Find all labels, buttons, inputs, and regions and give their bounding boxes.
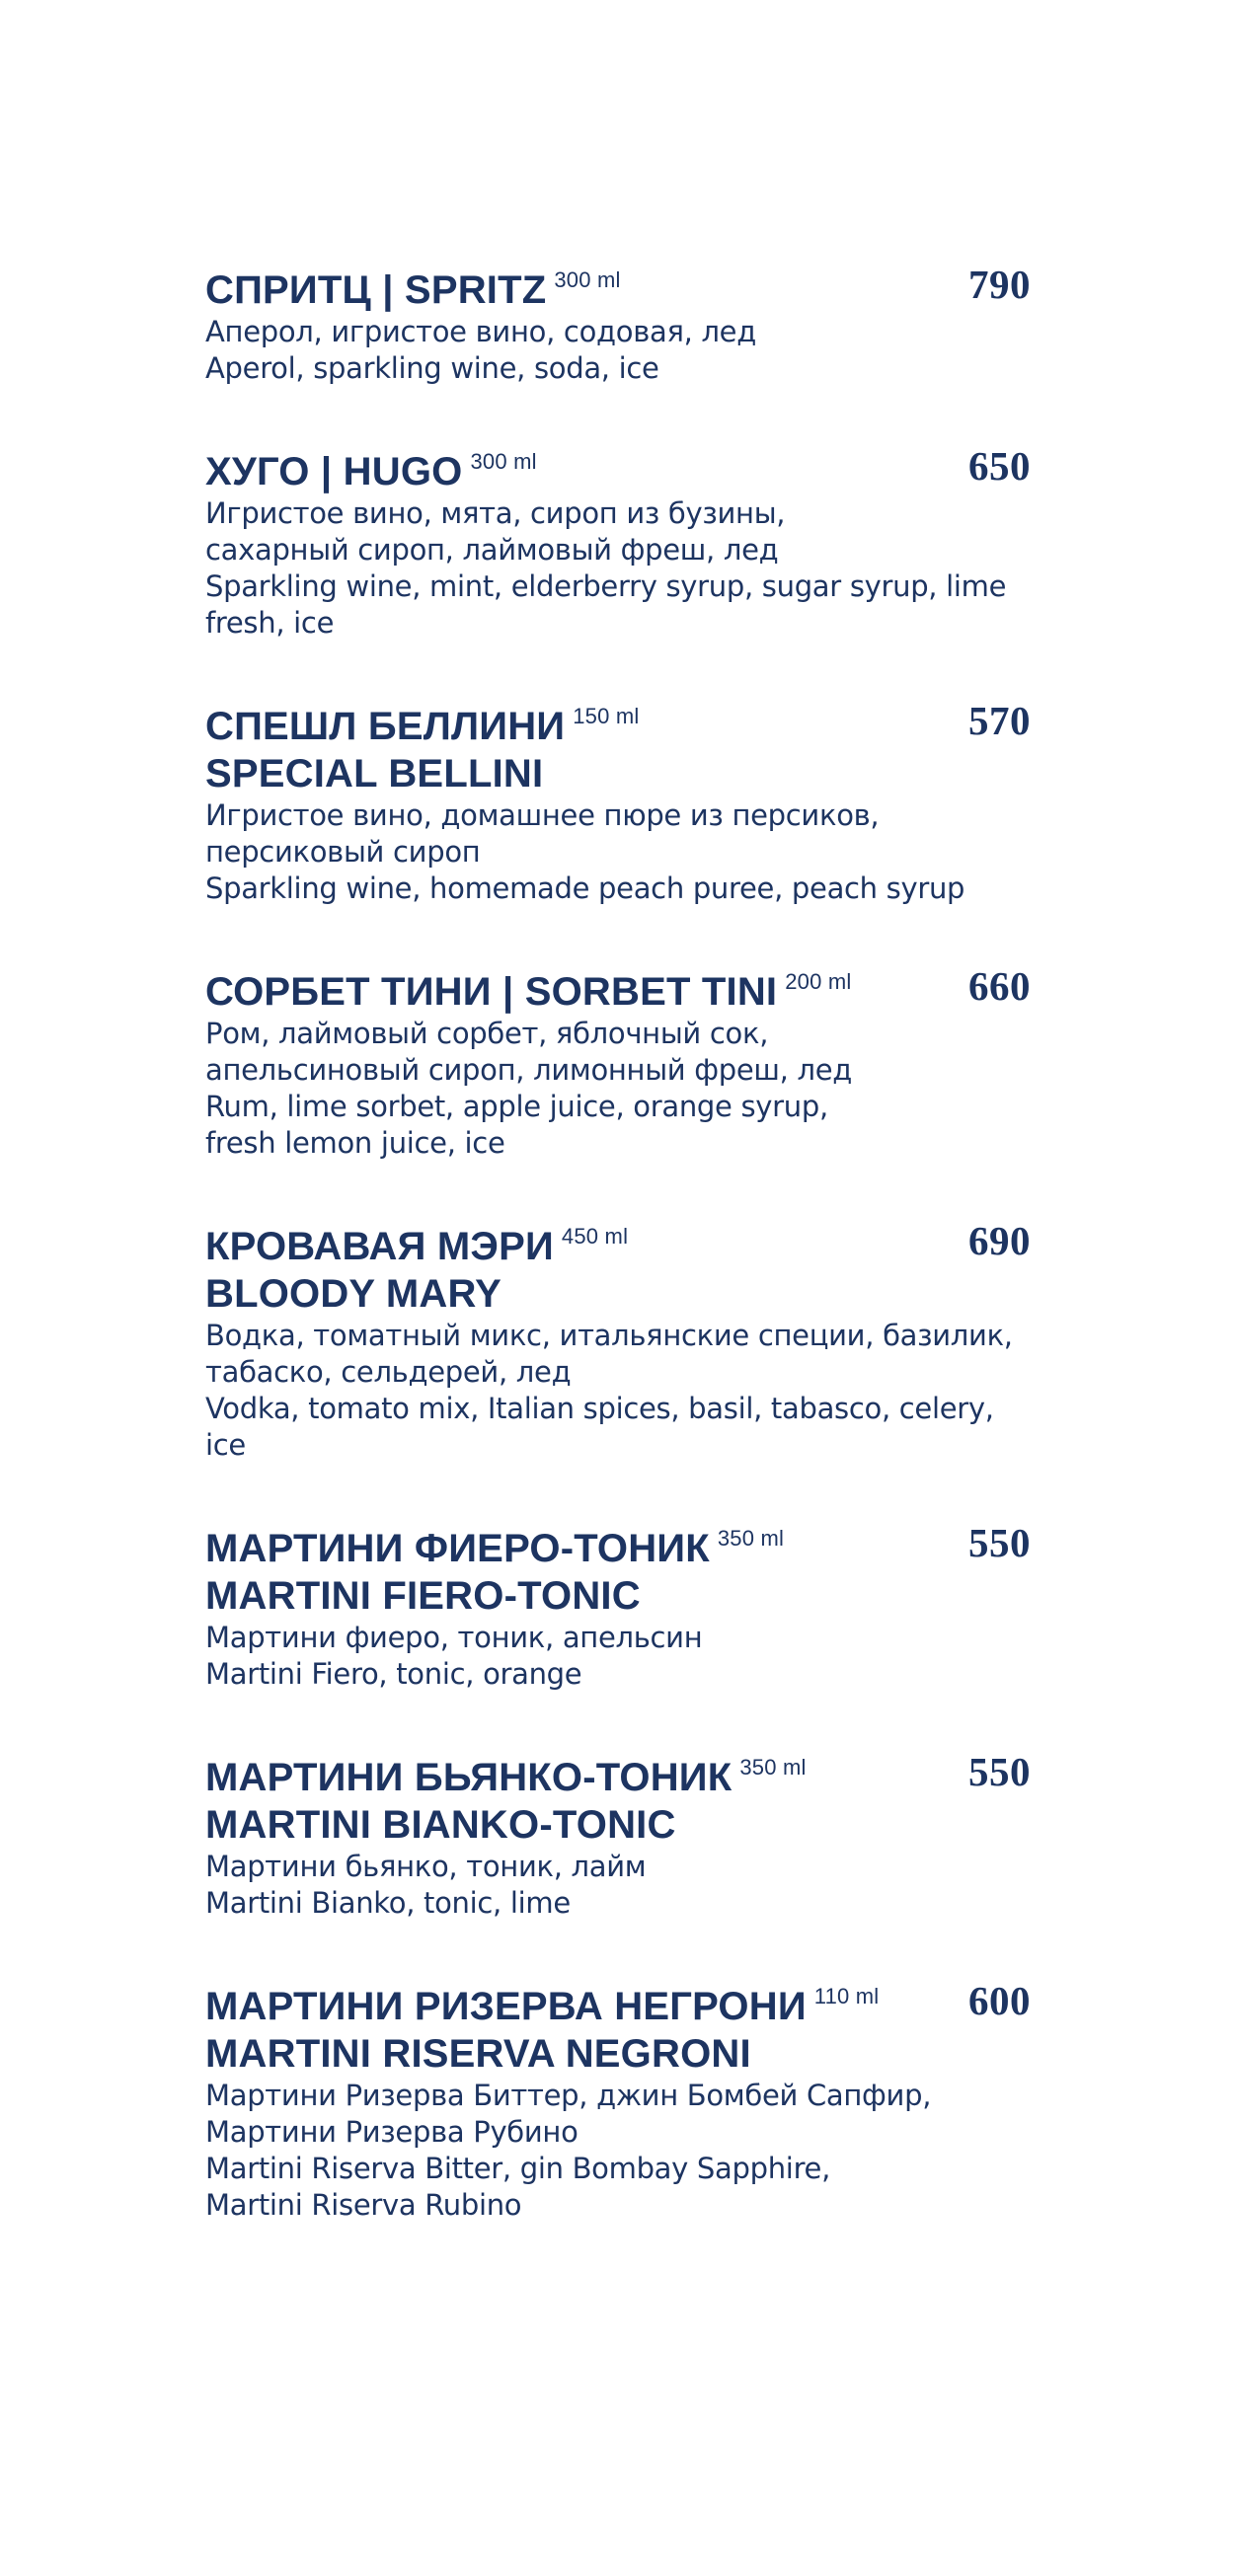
desc-line: апельсиновый сироп, лимонный фреш, лед xyxy=(205,1053,853,1087)
desc-line: Мартини бьянко, тоник, лайм xyxy=(205,1850,647,1883)
item-title xyxy=(205,1515,916,1620)
item-description xyxy=(205,1620,1035,1693)
desc-line: fresh lemon juice, ice xyxy=(205,1126,505,1160)
item-volume: 350 ml xyxy=(717,1526,785,1551)
menu-item-bloody-mary xyxy=(205,1213,1035,1464)
item-title xyxy=(205,1744,916,1849)
item-title xyxy=(205,438,916,495)
desc-line: Martini Riserva Rubino xyxy=(205,2188,522,2222)
menu-item-special-bellini xyxy=(205,693,1035,907)
item-volume: 150 ml xyxy=(573,704,640,728)
desc-line: Sparkling wine, homemade peach puree, peach syrup xyxy=(205,871,965,905)
item-volume: 200 ml xyxy=(785,969,852,994)
item-title-line xyxy=(205,1213,916,1270)
item-title-line xyxy=(205,1744,916,1801)
item-name: СПЕШЛ БЕЛЛИНИ xyxy=(205,705,566,748)
item-price: 550 xyxy=(968,1749,1031,1794)
item-price: 790 xyxy=(968,262,1031,307)
item-title-line: BLOODY MARY xyxy=(205,1272,501,1316)
desc-line: Sparkling wine, mint, elderberry syrup, sugar syrup, lime xyxy=(205,569,1007,603)
desc-line: Vodka, tomato mix, Italian spices, basil, tabasco, celery, xyxy=(205,1392,994,1425)
desc-line: Aperol, sparkling wine, soda, ice xyxy=(205,351,659,385)
item-name: ХУГО | HUGO xyxy=(205,450,463,493)
item-price: 650 xyxy=(968,443,1031,489)
desc-line: Мартини Ризерва Рубино xyxy=(205,2115,578,2149)
item-description xyxy=(205,495,1035,642)
item-volume: 300 ml xyxy=(470,449,537,474)
item-volume: 110 ml xyxy=(813,1984,880,2008)
desc-line: табаско, сельдерей, лед xyxy=(205,1355,572,1389)
menu-item-sorbet-tini xyxy=(205,958,1035,1162)
item-volume: 350 ml xyxy=(739,1755,807,1780)
desc-line: Игристое вино, домашнее пюре из персиков, xyxy=(205,798,880,832)
item-title xyxy=(205,958,916,1016)
cocktail-menu xyxy=(205,257,1035,2275)
item-title xyxy=(205,693,916,797)
item-price: 570 xyxy=(968,698,1031,743)
desc-line: Martini Bianko, tonic, lime xyxy=(205,1886,571,1920)
item-name: СОРБЕТ ТИНИ | SORBET TINI xyxy=(205,970,778,1014)
desc-line: ice xyxy=(205,1428,246,1462)
item-title-line xyxy=(205,958,916,1016)
desc-line: Мартини Ризерва Биттер, джин Бомбей Сапфир, xyxy=(205,2079,932,2112)
item-name: КРОВАВАЯ МЭРИ xyxy=(205,1225,554,1268)
item-description xyxy=(205,1318,1035,1464)
desc-line: Rum, lime sorbet, apple juice, orange syrup, xyxy=(205,1090,828,1123)
desc-line: fresh, ice xyxy=(205,606,335,640)
item-price: 660 xyxy=(968,963,1031,1009)
item-description xyxy=(205,1849,1035,1922)
item-volume: 450 ml xyxy=(561,1224,629,1249)
item-description xyxy=(205,2078,1035,2224)
item-name: МАРТИНИ БЬЯНКО-ТОНИК xyxy=(205,1756,733,1799)
desc-line: Игристое вино, мята, сироп из бузины, xyxy=(205,496,786,530)
item-title-line: MARTINI FIERO-TONIC xyxy=(205,1574,641,1618)
item-name: СПРИТЦ | SPRITZ xyxy=(205,268,547,312)
item-title xyxy=(205,257,916,314)
item-name: МАРТИНИ РИЗЕРВА НЕГРОНИ xyxy=(205,1985,807,2028)
menu-item-martini-fiero-tonic xyxy=(205,1515,1035,1693)
item-title-line xyxy=(205,257,916,314)
item-title-line xyxy=(205,1973,916,2030)
desc-line: Martini Fiero, tonic, orange xyxy=(205,1657,582,1691)
desc-line: персиковый сироп xyxy=(205,835,481,869)
desc-line: Водка, томатный микс, итальянские специи, базилик, xyxy=(205,1319,1013,1352)
item-title xyxy=(205,1213,916,1318)
desc-line: Martini Riserva Bitter, gin Bombay Sapphire, xyxy=(205,2152,831,2185)
item-title-line xyxy=(205,693,916,750)
item-title-line xyxy=(205,1515,916,1572)
desc-line: Мартини фиеро, тоник, апельсин xyxy=(205,1621,703,1654)
desc-line: Аперол, игристое вино, содовая, лед xyxy=(205,315,756,348)
item-title-line: MARTINI RISERVA NEGRONI xyxy=(205,2032,751,2076)
menu-item-martini-riserva-negroni xyxy=(205,1973,1035,2224)
item-price: 690 xyxy=(968,1218,1031,1263)
item-title-line: SPECIAL BELLINI xyxy=(205,752,544,796)
item-title xyxy=(205,1973,916,2078)
item-volume: 300 ml xyxy=(554,267,621,292)
menu-item-spritz xyxy=(205,257,1035,387)
desc-line: сахарный сироп, лаймовый фреш, лед xyxy=(205,533,779,567)
item-description xyxy=(205,797,1035,907)
desc-line: Ром, лаймовый сорбет, яблочный сок, xyxy=(205,1017,769,1050)
item-price: 600 xyxy=(968,1978,1031,2023)
item-title-line: MARTINI BIANKO-TONIC xyxy=(205,1803,676,1847)
item-price: 550 xyxy=(968,1520,1031,1565)
menu-item-hugo xyxy=(205,438,1035,642)
item-title-line xyxy=(205,438,916,495)
item-description xyxy=(205,1016,1035,1162)
item-description xyxy=(205,314,1035,387)
item-name: МАРТИНИ ФИЕРО-ТОНИК xyxy=(205,1527,710,1570)
menu-item-martini-bianko-tonic xyxy=(205,1744,1035,1922)
